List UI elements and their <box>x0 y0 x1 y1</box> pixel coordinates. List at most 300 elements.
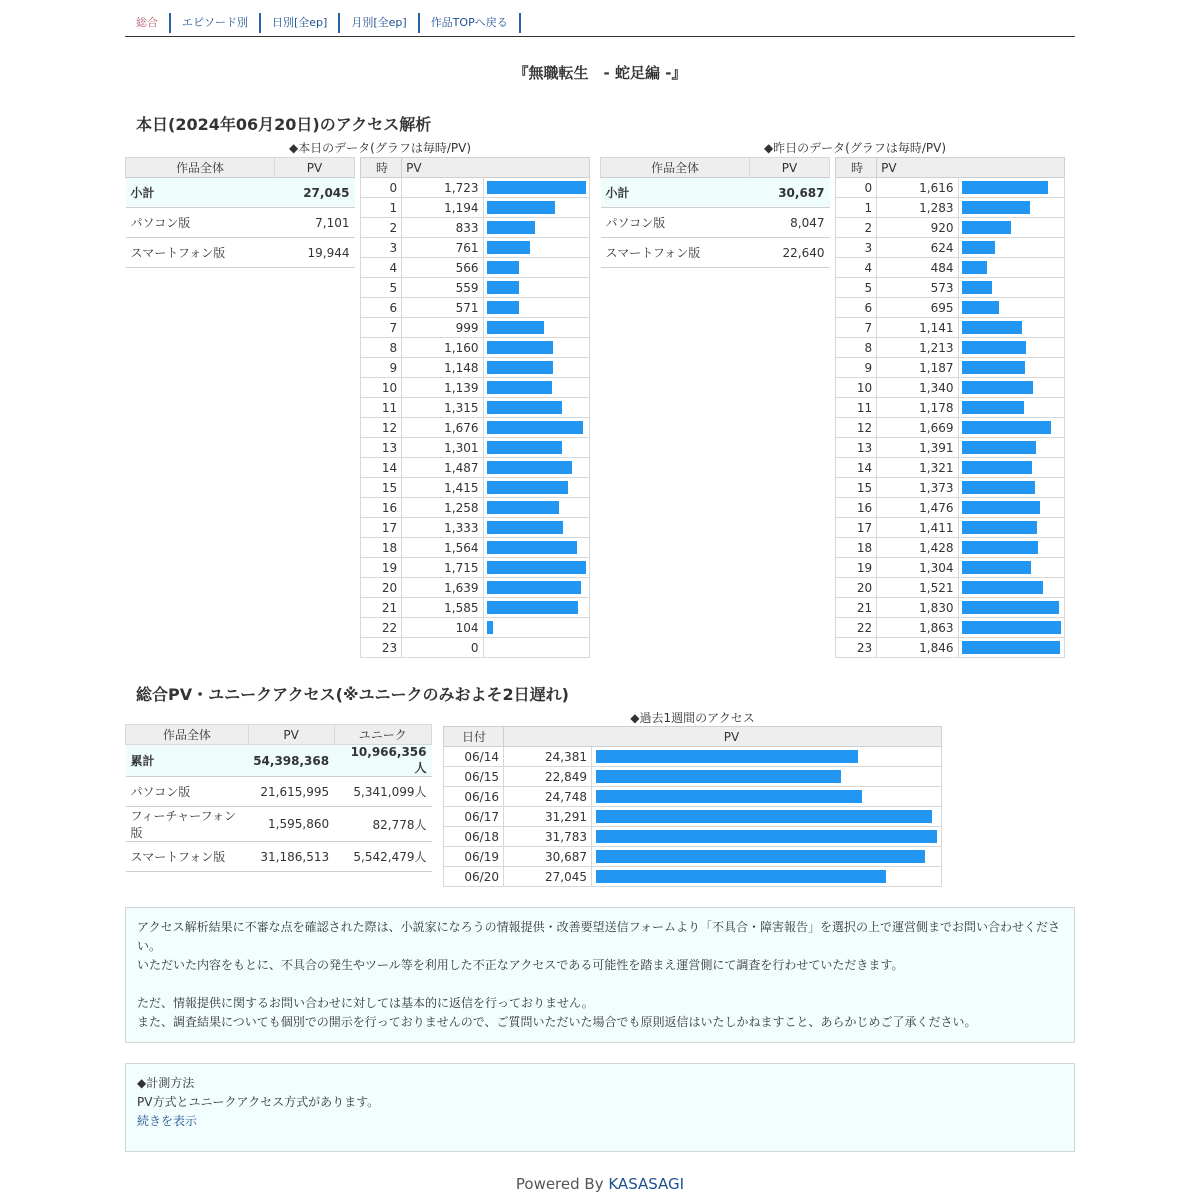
hour-row <box>836 538 1065 558</box>
week-pv: 24,748 <box>504 787 592 807</box>
hour-row <box>361 538 590 558</box>
total-pv: 54,398,368 <box>248 745 334 777</box>
hour-cell: 8 <box>361 338 402 358</box>
hour-bar-cell <box>958 378 1064 398</box>
hour-bar-cell <box>483 458 589 478</box>
notice-line-1: アクセス解析結果に不審な点を確認された際は、小説家になろうの情報提供・改善要望送信フォームより「不具合・障害報告」を選択の上で運営側までお問い合わせください。 <box>137 920 1061 953</box>
hour-bar <box>487 381 553 394</box>
hour-pv: 1,301 <box>402 438 483 458</box>
hour-bar-cell <box>483 578 589 598</box>
hour-row <box>836 338 1065 358</box>
hour-pv: 0 <box>402 638 483 658</box>
hour-pv: 1,723 <box>402 178 483 198</box>
hour-bar-cell <box>958 498 1064 518</box>
yesterday-hourly-table <box>835 157 1065 658</box>
hour-row <box>361 278 590 298</box>
hour-pv: 761 <box>402 238 483 258</box>
nav-item-4[interactable]: 作品TOPへ戻る <box>420 13 521 33</box>
hour-bar-cell <box>483 178 589 198</box>
hour-pv: 833 <box>402 218 483 238</box>
hour-cell: 1 <box>836 198 877 218</box>
hour-pv: 1,715 <box>402 558 483 578</box>
hour-bar <box>487 621 493 634</box>
hour-bar <box>962 381 1034 394</box>
week-pv: 27,045 <box>504 867 592 887</box>
hour-cell: 7 <box>361 318 402 338</box>
today-caption: ◆本日のデータ(グラフは毎時/PV) <box>288 141 472 155</box>
hour-bar <box>962 241 995 254</box>
hour-row <box>836 518 1065 538</box>
hour-pv: 1,669 <box>877 418 958 438</box>
summary-row <box>601 208 830 238</box>
hour-row <box>836 198 1065 218</box>
hour-row <box>836 438 1065 458</box>
week-bar <box>596 830 937 843</box>
nav-item-3[interactable]: 月別[全ep] <box>340 13 419 33</box>
total-unique: 5,542,479人 <box>334 842 431 872</box>
hour-bar-cell <box>958 198 1064 218</box>
hour-bar <box>962 481 1035 494</box>
yesterday-caption: ◆昨日のデータ(グラフは毎時/PV) <box>763 141 947 155</box>
hour-pv: 1,639 <box>402 578 483 598</box>
summary-row <box>126 208 355 238</box>
today-hourly-table <box>360 157 590 658</box>
week-date: 06/17 <box>444 807 504 827</box>
hour-bar-cell <box>958 278 1064 298</box>
hour-pv: 1,830 <box>877 598 958 618</box>
hour-pv: 1,476 <box>877 498 958 518</box>
hour-cell: 14 <box>836 458 877 478</box>
hour-pv: 1,160 <box>402 338 483 358</box>
week-bar-cell <box>592 847 942 867</box>
week-bar <box>596 750 858 763</box>
hour-row <box>836 238 1065 258</box>
hour-bar-cell <box>958 218 1064 238</box>
week-caption: ◆過去1週間のアクセス <box>630 711 755 725</box>
hour-row <box>361 558 590 578</box>
hour-cell: 9 <box>836 358 877 378</box>
week-date: 06/14 <box>444 747 504 767</box>
hour-cell: 18 <box>361 538 402 558</box>
hour-pv: 104 <box>402 618 483 638</box>
summary-pv: 8,047 <box>749 208 829 238</box>
col-header-work: 作品全体 <box>126 158 275 178</box>
week-bar-cell <box>592 747 942 767</box>
hour-bar-cell <box>483 218 589 238</box>
hour-pv: 1,258 <box>402 498 483 518</box>
hour-row <box>836 218 1065 238</box>
hour-cell: 14 <box>361 458 402 478</box>
nav-item-0[interactable]: 総合 <box>125 13 171 33</box>
hour-bar <box>487 401 563 414</box>
hour-bar-cell <box>958 418 1064 438</box>
summary-row <box>601 178 830 208</box>
hour-bar <box>962 321 1023 334</box>
show-more-link[interactable]: 続きを表示 <box>137 1114 198 1128</box>
hour-bar <box>487 601 579 614</box>
hour-bar-cell <box>483 198 589 218</box>
hour-pv: 1,487 <box>402 458 483 478</box>
hour-bar <box>962 461 1033 474</box>
hour-bar <box>962 401 1025 414</box>
hour-row <box>361 178 590 198</box>
hour-row <box>361 198 590 218</box>
hour-pv: 1,863 <box>877 618 958 638</box>
hour-bar-cell <box>958 518 1064 538</box>
hour-pv: 1,304 <box>877 558 958 578</box>
hour-cell: 20 <box>361 578 402 598</box>
hour-cell: 0 <box>361 178 402 198</box>
hour-row <box>361 338 590 358</box>
hour-row <box>361 218 590 238</box>
hour-row <box>361 438 590 458</box>
hour-bar <box>487 421 584 434</box>
hour-row <box>836 598 1065 618</box>
hour-cell: 7 <box>836 318 877 338</box>
hour-pv: 999 <box>402 318 483 338</box>
hour-pv: 1,521 <box>877 578 958 598</box>
hour-pv: 624 <box>877 238 958 258</box>
hour-row <box>361 498 590 518</box>
hour-bar <box>962 421 1051 434</box>
nav-item-1[interactable]: エピソード別 <box>171 13 261 33</box>
hour-bar <box>487 241 531 254</box>
hour-bar-cell <box>958 578 1064 598</box>
summary-row <box>126 238 355 268</box>
hour-bar-cell <box>483 498 589 518</box>
hour-row <box>836 578 1065 598</box>
hour-bar-cell <box>958 318 1064 338</box>
col-header-pv: PV <box>402 158 590 178</box>
hour-bar-cell <box>958 618 1064 638</box>
hour-row <box>361 578 590 598</box>
today-heading: 本日(2024年06月20日)のアクセス解析 <box>136 115 432 134</box>
week-bar <box>596 770 841 783</box>
hour-bar-cell <box>483 638 589 658</box>
hour-row <box>836 398 1065 418</box>
hour-cell: 13 <box>361 438 402 458</box>
hour-bar <box>487 341 554 354</box>
hour-bar-cell <box>958 478 1064 498</box>
hour-bar-cell <box>483 378 589 398</box>
hour-row <box>361 318 590 338</box>
total-label: 累計 <box>126 745 249 777</box>
hour-bar <box>487 261 520 274</box>
hour-row <box>361 518 590 538</box>
hour-row <box>361 398 590 418</box>
hour-cell: 18 <box>836 538 877 558</box>
hour-cell: 6 <box>836 298 877 318</box>
week-row <box>444 787 942 807</box>
method-title: ◆計測方法 <box>137 1076 195 1090</box>
col-header-unique: ユニーク <box>334 725 431 745</box>
hour-bar-cell <box>958 638 1064 658</box>
hour-cell: 2 <box>361 218 402 238</box>
hour-bar <box>962 581 1043 594</box>
hour-bar-cell <box>483 278 589 298</box>
week-pv: 24,381 <box>504 747 592 767</box>
hour-row <box>836 298 1065 318</box>
col-header-pv: PV <box>877 158 1065 178</box>
hour-bar-cell <box>483 618 589 638</box>
hour-bar-cell <box>958 338 1064 358</box>
hour-bar <box>487 461 573 474</box>
week-row <box>444 867 942 887</box>
summary-pv: 19,944 <box>274 238 354 268</box>
hour-bar <box>487 481 569 494</box>
total-pv: 1,595,860 <box>248 807 334 842</box>
hour-row <box>836 278 1065 298</box>
hour-cell: 9 <box>361 358 402 378</box>
hour-bar <box>962 541 1038 554</box>
col-header-pv: PV <box>248 725 334 745</box>
week-pv: 31,291 <box>504 807 592 827</box>
summary-pv: 27,045 <box>274 178 354 208</box>
hour-bar-cell <box>483 518 589 538</box>
hour-row <box>361 238 590 258</box>
hour-row <box>361 298 590 318</box>
hour-cell: 19 <box>361 558 402 578</box>
week-row <box>444 847 942 867</box>
hour-cell: 3 <box>361 238 402 258</box>
hour-pv: 484 <box>877 258 958 278</box>
hour-pv: 1,139 <box>402 378 483 398</box>
week-bar-cell <box>592 787 942 807</box>
hour-bar <box>962 341 1027 354</box>
hour-bar-cell <box>483 358 589 378</box>
yesterday-summary-table <box>600 157 830 268</box>
hour-bar <box>487 441 562 454</box>
hour-row <box>836 418 1065 438</box>
week-bar <box>596 810 932 823</box>
hour-row <box>836 178 1065 198</box>
hour-row <box>361 618 590 638</box>
hour-bar <box>487 541 577 554</box>
hour-bar <box>962 301 999 314</box>
hour-bar <box>487 301 520 314</box>
hour-row <box>361 258 590 278</box>
hour-pv: 1,616 <box>877 178 958 198</box>
hour-cell: 11 <box>836 398 877 418</box>
hour-bar <box>487 581 582 594</box>
hour-pv: 1,194 <box>402 198 483 218</box>
hour-bar <box>962 261 988 274</box>
hour-cell: 22 <box>836 618 877 638</box>
hour-row <box>836 558 1065 578</box>
hour-cell: 8 <box>836 338 877 358</box>
hour-bar <box>487 521 564 534</box>
hour-row <box>836 498 1065 518</box>
hour-bar-cell <box>958 258 1064 278</box>
hour-cell: 4 <box>361 258 402 278</box>
hour-bar <box>487 321 545 334</box>
hour-bar <box>962 601 1060 614</box>
hour-bar-cell <box>958 358 1064 378</box>
hour-bar <box>487 501 560 514</box>
hour-cell: 21 <box>836 598 877 618</box>
hour-cell: 16 <box>836 498 877 518</box>
hour-cell: 22 <box>361 618 402 638</box>
summary-label: パソコン版 <box>126 208 275 238</box>
hour-cell: 23 <box>836 638 877 658</box>
summary-label: パソコン版 <box>601 208 750 238</box>
total-row <box>126 842 432 872</box>
notice-line-2: いただいた内容をもとに、不具合の発生やツール等を利用した不正なアクセスである可能性を踏まえ運営側にて調査を行わせていただきます。 <box>137 958 904 972</box>
hour-cell: 15 <box>836 478 877 498</box>
footer-brand-link[interactable]: KASASAGI <box>608 1175 685 1193</box>
week-date: 06/19 <box>444 847 504 867</box>
hour-bar <box>962 501 1041 514</box>
total-unique: 5,341,099人 <box>334 777 431 807</box>
hour-cell: 3 <box>836 238 877 258</box>
hour-pv: 571 <box>402 298 483 318</box>
hour-bar-cell <box>958 298 1064 318</box>
notice-line-3: ただ、情報提供に関するお問い合わせに対しては基本的に返信を行っておりません。 <box>137 996 594 1010</box>
hour-bar-cell <box>958 558 1064 578</box>
week-bar-cell <box>592 767 942 787</box>
hour-pv: 1,178 <box>877 398 958 418</box>
col-header-work: 作品全体 <box>601 158 750 178</box>
hour-cell: 2 <box>836 218 877 238</box>
summary-label: スマートフォン版 <box>601 238 750 268</box>
nav-item-2[interactable]: 日別[全ep] <box>261 13 340 33</box>
week-bar-cell <box>592 807 942 827</box>
summary-row <box>126 178 355 208</box>
week-date: 06/18 <box>444 827 504 847</box>
total-label: パソコン版 <box>126 777 249 807</box>
footer-prefix: Powered By <box>515 1175 609 1193</box>
hour-pv: 573 <box>877 278 958 298</box>
week-bar <box>596 790 862 803</box>
hour-bar-cell <box>958 438 1064 458</box>
hour-cell: 5 <box>836 278 877 298</box>
total-label: フィーチャーフォン版 <box>126 807 249 842</box>
hour-bar-cell <box>958 178 1064 198</box>
hour-bar-cell <box>958 538 1064 558</box>
hour-row <box>836 458 1065 478</box>
week-pv: 22,849 <box>504 767 592 787</box>
hour-pv: 1,333 <box>402 518 483 538</box>
hour-cell: 0 <box>836 178 877 198</box>
hour-bar-cell <box>958 398 1064 418</box>
week-row <box>444 807 942 827</box>
hour-bar-cell <box>483 558 589 578</box>
hour-pv: 1,141 <box>877 318 958 338</box>
hour-cell: 20 <box>836 578 877 598</box>
hour-bar-cell <box>483 298 589 318</box>
hour-pv: 1,283 <box>877 198 958 218</box>
col-header-hour: 時 <box>836 158 877 178</box>
total-row <box>126 777 432 807</box>
week-row <box>444 747 942 767</box>
hour-cell: 12 <box>836 418 877 438</box>
hour-row <box>836 618 1065 638</box>
total-summary-table <box>125 724 432 872</box>
total-pv: 21,615,995 <box>248 777 334 807</box>
total-row <box>126 807 432 842</box>
col-header-pv: PV <box>274 158 354 178</box>
hour-bar-cell <box>483 398 589 418</box>
hour-bar-cell <box>483 598 589 618</box>
hour-row <box>361 358 590 378</box>
hour-cell: 17 <box>361 518 402 538</box>
hour-row <box>361 458 590 478</box>
hour-row <box>361 418 590 438</box>
hour-bar <box>962 221 1011 234</box>
hour-cell: 10 <box>361 378 402 398</box>
hour-cell: 1 <box>361 198 402 218</box>
method-box <box>125 1063 1075 1152</box>
hour-bar <box>962 441 1036 454</box>
hour-pv: 1,148 <box>402 358 483 378</box>
hour-cell: 21 <box>361 598 402 618</box>
method-text: PV方式とユニークアクセス方式があります。 <box>137 1095 380 1109</box>
hour-cell: 12 <box>361 418 402 438</box>
week-pv: 30,687 <box>504 847 592 867</box>
total-row <box>126 745 432 777</box>
hour-pv: 1,187 <box>877 358 958 378</box>
week-bar-cell <box>592 827 942 847</box>
hour-pv: 1,415 <box>402 478 483 498</box>
col-header-work: 作品全体 <box>126 725 249 745</box>
hour-bar-cell <box>483 538 589 558</box>
hour-bar-cell <box>958 238 1064 258</box>
hour-cell: 13 <box>836 438 877 458</box>
hour-cell: 5 <box>361 278 402 298</box>
hour-pv: 920 <box>877 218 958 238</box>
hour-bar <box>962 281 993 294</box>
hour-bar-cell <box>483 418 589 438</box>
hour-row <box>836 258 1065 278</box>
col-header-date: 日付 <box>444 727 504 747</box>
today-summary-table <box>125 157 355 268</box>
hour-cell: 6 <box>361 298 402 318</box>
hour-cell: 19 <box>836 558 877 578</box>
col-header-hour: 時 <box>361 158 402 178</box>
hour-pv: 1,213 <box>877 338 958 358</box>
hour-pv: 1,846 <box>877 638 958 658</box>
hour-pv: 1,676 <box>402 418 483 438</box>
hour-bar <box>487 201 556 214</box>
hour-row <box>836 318 1065 338</box>
hour-row <box>361 478 590 498</box>
summary-pv: 22,640 <box>749 238 829 268</box>
hour-row <box>836 638 1065 658</box>
hour-bar <box>487 561 586 574</box>
hour-cell: 10 <box>836 378 877 398</box>
total-pv: 31,186,513 <box>248 842 334 872</box>
hour-bar-cell <box>483 258 589 278</box>
notice-box <box>125 907 1075 1043</box>
summary-label: 小計 <box>126 178 275 208</box>
hour-pv: 1,585 <box>402 598 483 618</box>
total-unique: 82,778人 <box>334 807 431 842</box>
hour-bar <box>487 361 553 374</box>
summary-pv: 30,687 <box>749 178 829 208</box>
week-bar-cell <box>592 867 942 887</box>
nav-divider <box>125 36 1075 37</box>
hour-cell: 15 <box>361 478 402 498</box>
total-heading: 総合PV・ユニークアクセス(※ユニークのみおよそ2日遅れ) <box>136 685 569 704</box>
hour-pv: 1,411 <box>877 518 958 538</box>
hour-bar <box>962 621 1061 634</box>
hour-cell: 11 <box>361 398 402 418</box>
hour-bar <box>962 361 1025 374</box>
col-header-pv: PV <box>504 727 942 747</box>
hour-cell: 23 <box>361 638 402 658</box>
top-nav <box>125 10 521 36</box>
col-header-pv: PV <box>749 158 829 178</box>
